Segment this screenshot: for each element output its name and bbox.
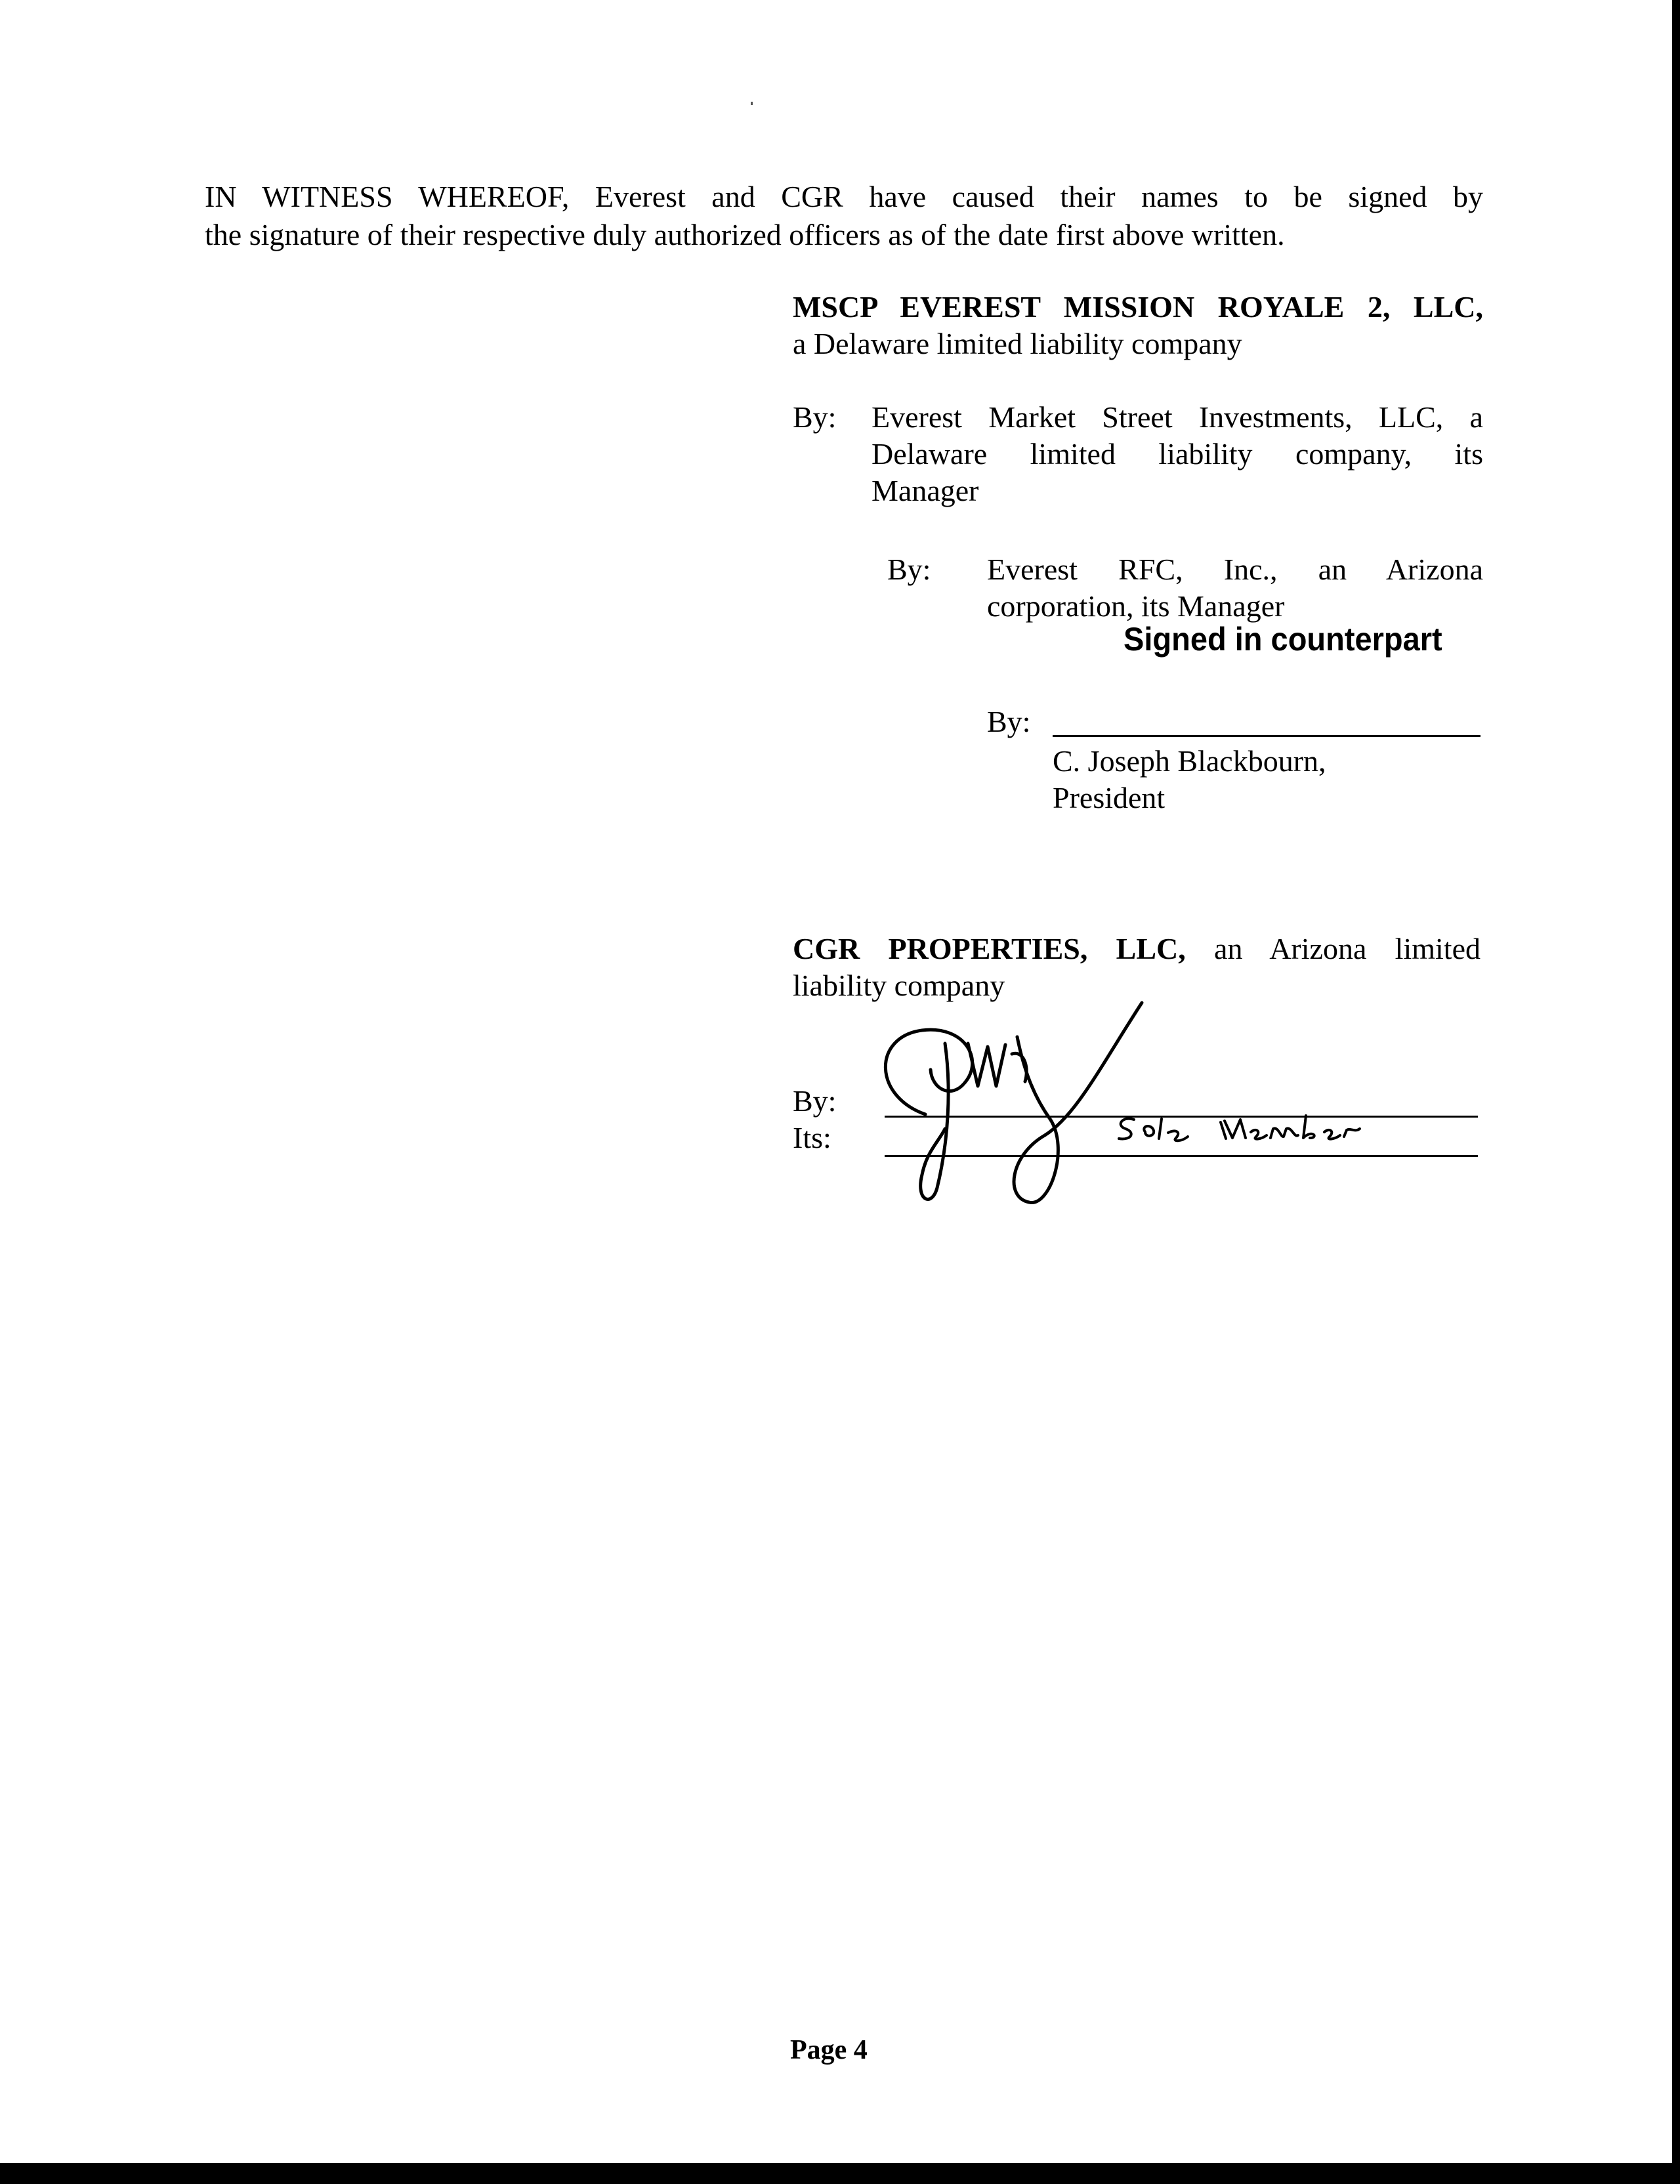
cgr-company-line-1 — [793, 931, 1480, 967]
mscp-sub-by-label: By: — [887, 553, 931, 586]
witness-clause-line-2: the signature of their respective duly authorized officers as of the date first above written. — [205, 218, 1285, 251]
mscp-signature-line — [1053, 735, 1480, 737]
mscp-manager-line-2: Delaware limited liability company, its — [872, 437, 1483, 471]
mscp-company-description: a Delaware limited liability company — [793, 327, 1242, 360]
cgr-its-label: Its: — [793, 1121, 831, 1154]
signed-in-counterpart-stamp: Signed in counterpart — [1124, 621, 1442, 658]
mscp-manager-line-1: Everest Market Street Investments, LLC, a — [872, 400, 1483, 434]
mscp-signer-name: C. Joseph Blackbourn, — [1053, 744, 1326, 778]
mscp-signer-by-label: By: — [987, 705, 1031, 738]
scan-border-right — [1672, 0, 1680, 2184]
mscp-manager-line-3: Manager — [872, 474, 979, 507]
cgr-company-description-inline: an Arizona limited — [1185, 932, 1480, 965]
mscp-signer-title: President — [1053, 781, 1166, 814]
mscp-by-label: By: — [793, 400, 837, 434]
mscp-sub-manager-line-2: corporation, its Manager — [987, 589, 1285, 623]
scan-border-bottom — [0, 2163, 1680, 2184]
handwritten-signature — [853, 998, 1444, 1208]
page-number: Page 4 — [790, 2035, 868, 2065]
cgr-by-label: By: — [793, 1084, 837, 1118]
mscp-sub-manager-line-1: Everest RFC, Inc., an Arizona — [987, 553, 1483, 586]
cgr-company-name: CGR PROPERTIES, LLC, — [793, 932, 1186, 965]
scan-speck — [751, 102, 753, 105]
witness-clause-line-1: IN WITNESS WHEREOF, Everest and CGR have caused their names to be signed by — [205, 180, 1483, 213]
mscp-company-name: MSCP EVEREST MISSION ROYALE 2, LLC, — [793, 290, 1483, 324]
cgr-company-line-2: liability company — [793, 969, 1005, 1002]
